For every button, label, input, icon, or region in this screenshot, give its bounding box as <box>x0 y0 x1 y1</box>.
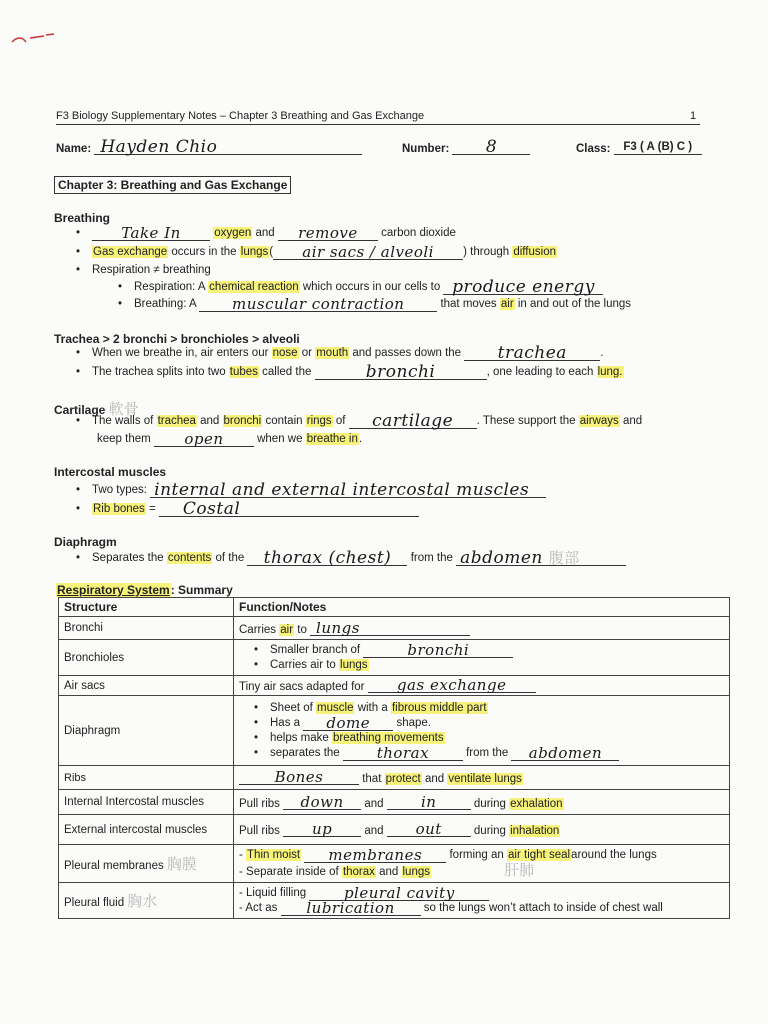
chapter-title-box: Chapter 3: Breathing and Gas Exchange <box>54 176 291 194</box>
name-label: Name: <box>56 143 92 155</box>
term-lungs-2: lungs <box>340 658 368 671</box>
text-and: and <box>200 415 220 427</box>
table-row <box>59 790 730 815</box>
breathing-heading: Breathing <box>54 211 111 225</box>
number-value: 8 <box>452 140 530 155</box>
class-value: F3 ( A (B) C ) <box>614 140 702 155</box>
text-these-support: . These support the <box>476 415 576 427</box>
text-of: of <box>335 415 346 427</box>
function-pleural-fluid <box>234 883 730 919</box>
term-trachea: trachea <box>157 415 196 427</box>
structure-bronchi: Bronchi <box>59 617 234 640</box>
term-lung: lung. <box>597 366 623 378</box>
term-air: air <box>280 623 294 636</box>
trachea-heading: Trachea > 2 bronchi > bronchioles > alveoli <box>54 332 300 346</box>
summary-title <box>56 583 233 597</box>
structure-pleural-fluid <box>59 883 234 919</box>
text-keep-them: keep them <box>97 433 151 445</box>
text-separates-the: Separates the <box>92 552 164 564</box>
answer-in: in <box>387 795 471 810</box>
answer-air-sacs: air sacs / alveoli <box>273 245 463 260</box>
term-thorax: thorax <box>342 865 375 878</box>
text-passes-down: and passes down the <box>352 347 462 359</box>
answer-dome: dome <box>303 716 393 731</box>
text-trachea-splits: The trachea splits into two <box>92 366 226 378</box>
table-row <box>59 883 730 919</box>
text-pull-ribs-2: Pull ribs <box>239 825 280 837</box>
name-row <box>56 137 362 157</box>
term-inhalation: inhalation <box>510 825 560 837</box>
structure-diaphragm: Diaphragm <box>59 696 234 766</box>
text-liquid-filling: - Liquid filling <box>239 886 307 899</box>
term-exhalation: exhalation <box>510 797 563 810</box>
text-from-the: from the <box>410 552 453 564</box>
table-row <box>59 676 730 696</box>
text-separate-inside: - Separate inside of <box>239 865 339 878</box>
text-forming-an: forming an <box>449 848 504 861</box>
structure-bronchioles: Bronchioles <box>59 640 234 676</box>
text-sheet-of: Sheet of <box>270 701 313 714</box>
intercostal-bullet-2: • Rib bones = Costal <box>76 502 419 517</box>
text-to: to <box>297 623 307 636</box>
text-air-enters: When we breathe in, air enters our <box>92 347 269 359</box>
corner-scribble-mark <box>10 30 55 50</box>
table-row <box>59 640 730 676</box>
answer-bronchi-2: bronchi <box>363 643 513 658</box>
text-through: ) through <box>463 246 510 258</box>
term-muscle: muscle <box>317 701 354 714</box>
text-has-a: Has a <box>270 716 301 729</box>
breathing-subbullet-1: • Respiration: A chemical reaction which occurs in our cells to produce energy <box>118 280 603 295</box>
text-around-lungs: around the lungs <box>571 848 657 861</box>
text-and: and <box>255 227 275 239</box>
page-number: 1 <box>690 110 697 122</box>
text-or: or <box>301 347 313 359</box>
text-of-the: of the <box>215 552 245 564</box>
text-and-3: and <box>364 825 384 837</box>
cartilage-line-2 <box>97 432 362 447</box>
number-row <box>402 137 530 157</box>
table-row <box>59 617 730 640</box>
function-bronchioles: • Smaller branch of bronchi • Carries air to lungs <box>234 640 730 676</box>
text-one-leading: , one leading to each <box>486 366 594 378</box>
answer-pleural-cavity: pleural cavity <box>309 886 489 901</box>
text-occurs: occurs in the <box>171 246 237 258</box>
term-chemical-reaction: chemical reaction <box>209 281 299 293</box>
answer-open: open <box>154 432 254 447</box>
function-diaphragm: • Sheet of muscle with a fibrous middle part • Has a dome shape. • helps make breathing movements • separates the thorax from the abdomen <box>234 696 730 766</box>
text-respiration-not-breathing: Respiration ≠ breathing <box>92 264 211 276</box>
term-lungs-3: lungs <box>402 865 430 878</box>
text-respiration-a: Respiration: A <box>134 281 205 293</box>
answer-cartilage: cartilage <box>349 414 477 429</box>
answer-thorax: thorax <box>343 746 463 761</box>
term-contents: contents <box>167 552 212 564</box>
term-airways: airways <box>579 415 619 427</box>
answer-trachea: trachea <box>464 346 600 361</box>
class-label: Class: <box>576 143 611 155</box>
cartilage-bullet-1: • The walls of trachea and bronchi contain rings of cartilage . These support the airways and <box>76 411 643 431</box>
text-two-types: Two types: <box>92 484 147 496</box>
term-oxygen: oxygen <box>214 227 252 239</box>
term-breathing-movements: breathing movements <box>333 731 444 744</box>
answer-bronchi: bronchi <box>315 365 487 380</box>
term-rings: rings <box>306 415 332 427</box>
intercostal-heading: Intercostal muscles <box>54 465 167 479</box>
text-shape: shape. <box>396 716 431 729</box>
answer-membranes: membranes <box>304 848 446 863</box>
text-occurs-in-cells: which occurs in our cells to <box>302 281 441 293</box>
text-called-the: called the <box>262 366 312 378</box>
text-from-the-2: from the <box>466 746 509 759</box>
text-and-2: and <box>622 415 643 427</box>
text-during: during <box>473 797 506 810</box>
answer-down: down <box>283 795 361 810</box>
table-row <box>59 696 730 766</box>
text-pull-ribs: Pull ribs <box>239 797 280 810</box>
text-when-we: when we <box>257 433 303 445</box>
answer-lungs: lungs <box>310 621 470 636</box>
text-paren: ( <box>269 246 274 258</box>
pleural-membranes-chinese-note: 胸膜 <box>166 855 197 873</box>
term-air: air <box>500 298 514 310</box>
text-helps-make: helps make <box>270 731 329 744</box>
breathing-bullet-3: • Respiration ≠ breathing <box>76 264 211 276</box>
function-pleural-membranes <box>234 845 730 883</box>
term-nose: nose <box>272 347 298 359</box>
answer-lubrication: lubrication <box>281 901 421 916</box>
text-and-4: and <box>379 865 399 878</box>
document-header-title: F3 Biology Supplementary Notes – Chapter 3 Breathing and Gas Exchange <box>56 110 425 122</box>
summary-title-highlight: Respiratory System <box>57 583 170 597</box>
function-internal-intercostal <box>234 790 730 815</box>
term-fibrous-middle-part: fibrous middle part <box>391 701 487 714</box>
structure-ribs: Ribs <box>59 766 234 790</box>
term-carbon-dioxide: carbon dioxide <box>381 227 456 239</box>
function-air-sacs <box>234 676 730 696</box>
answer-produce-energy: produce energy <box>443 280 603 295</box>
breathing-bullet-2: • Gas exchange occurs in the lungs( air sacs / alveoli ) through diffusion <box>76 243 556 261</box>
text-carries-air-to: Carries air to <box>270 658 336 671</box>
structure-external-intercostal: External intercostal muscles <box>59 815 234 845</box>
header-rule <box>56 124 700 125</box>
breathing-subbullet-2: • Breathing: A muscular contraction that moves air in and out of the lungs <box>118 295 632 313</box>
text-contain: contain <box>265 415 303 427</box>
cartilage-heading-text: Cartilage <box>54 403 106 417</box>
term-protect: protect <box>385 773 421 785</box>
text-that: that <box>362 773 382 785</box>
class-row <box>576 140 702 155</box>
term-diffusion: diffusion <box>513 246 556 258</box>
term-lungs: lungs <box>240 246 269 258</box>
term-mouth: mouth <box>316 347 349 359</box>
term-ventilate-lungs: ventilate lungs <box>448 773 522 785</box>
text-tiny-air-sacs: Tiny air sacs adapted for <box>239 681 365 693</box>
text-during-2: during <box>473 825 506 837</box>
trachea-bullet-2: • The trachea splits into two tubes called the bronchi , one leading to each lung. <box>76 362 623 382</box>
lungs-chinese-note: 肝肺 <box>504 860 535 879</box>
text-with-a: with a <box>357 701 388 714</box>
answer-abdomen-text: abdomen <box>460 548 543 568</box>
text-period-2: . <box>358 433 363 445</box>
function-ribs <box>234 766 730 790</box>
text-in-and-out: in and out of the lungs <box>517 298 632 310</box>
text-so-lungs-wont-attach: so the lungs won’t attach to inside of chest wall <box>423 901 663 914</box>
diaphragm-heading: Diaphragm <box>54 535 117 549</box>
answer-muscular-contraction: muscular contraction <box>199 297 437 312</box>
structure-internal-intercostal: Internal Intercostal muscles <box>59 790 234 815</box>
text-act-as: - Act as <box>239 901 278 914</box>
answer-bones: Bones <box>239 770 359 785</box>
column-header-function: Function/Notes <box>234 598 730 617</box>
text-breathing-a: Breathing: A <box>134 298 197 310</box>
function-bronchi <box>234 617 730 640</box>
text-period: . <box>600 347 604 359</box>
structure-pleural-membranes <box>59 845 234 883</box>
cartilage-chinese-note: 軟骨 <box>108 400 139 418</box>
number-label: Number: <box>402 143 450 155</box>
pleural-fluid-chinese-note: 胸水 <box>127 892 158 910</box>
text-equals: = <box>149 503 156 515</box>
text-smaller-branch: Smaller branch of <box>270 643 361 656</box>
term-air-tight-seal: air tight seal <box>508 848 571 861</box>
term-gas-exchange: Gas exchange <box>93 246 168 258</box>
structure-air-sacs: Air sacs <box>59 676 234 696</box>
answer-gas-exchange: gas exchange <box>368 678 536 693</box>
term-tubes: tubes <box>229 366 258 378</box>
term-breathe-in: breathe in <box>306 433 358 445</box>
text-and: and <box>364 797 384 810</box>
text-walls-of: The walls of <box>92 415 154 427</box>
function-external-intercostal <box>234 815 730 845</box>
breathing-bullet-1: • Take In oxygen and remove carbon dioxide <box>76 224 456 242</box>
answer-abdomen <box>456 548 626 568</box>
term-thin-moist: Thin moist <box>247 848 301 861</box>
summary-title-rest: : Summary <box>170 583 233 597</box>
diaphragm-bullet-1: • Separates the contents of the thorax (chest) from the abdomen 腹部 <box>76 551 626 566</box>
answer-out: out <box>387 822 471 837</box>
intercostal-bullet-1: • Two types: internal and external intercostal muscles <box>76 483 546 498</box>
answer-up: up <box>283 822 361 837</box>
table-header-row <box>59 598 730 617</box>
respiratory-summary-table <box>58 597 730 919</box>
column-header-structure: Structure <box>59 598 234 617</box>
text-that-moves: that moves <box>440 298 497 310</box>
trachea-bullet-1: • When we breathe in, air enters our nose or mouth and passes down the trachea . <box>76 343 604 363</box>
table-row <box>59 766 730 790</box>
abdomen-chinese-note: 腹部 <box>548 549 580 567</box>
text-separates-the-2: separates the <box>270 746 340 759</box>
table-row <box>59 845 730 883</box>
answer-intercostal-types: internal and external intercostal muscles <box>150 483 546 498</box>
text-and: and <box>424 773 445 785</box>
term-bronchi: bronchi <box>223 415 262 427</box>
answer-abdomen-2: abdomen <box>511 746 619 761</box>
text-carries: Carries <box>239 623 277 636</box>
term-rib-bones: Rib bones <box>93 503 145 515</box>
pleural-fluid-label: Pleural fluid <box>64 897 125 909</box>
name-value: Hayden Chio <box>94 140 362 155</box>
answer-thorax-chest: thorax (chest) <box>247 551 407 566</box>
table-row <box>59 815 730 845</box>
text-dash: - <box>239 848 247 861</box>
pleural-membranes-label: Pleural membranes <box>64 860 164 872</box>
answer-costal: Costal <box>159 502 419 517</box>
answer-remove: remove <box>278 226 378 241</box>
answer-take-in: Take In <box>92 226 210 241</box>
